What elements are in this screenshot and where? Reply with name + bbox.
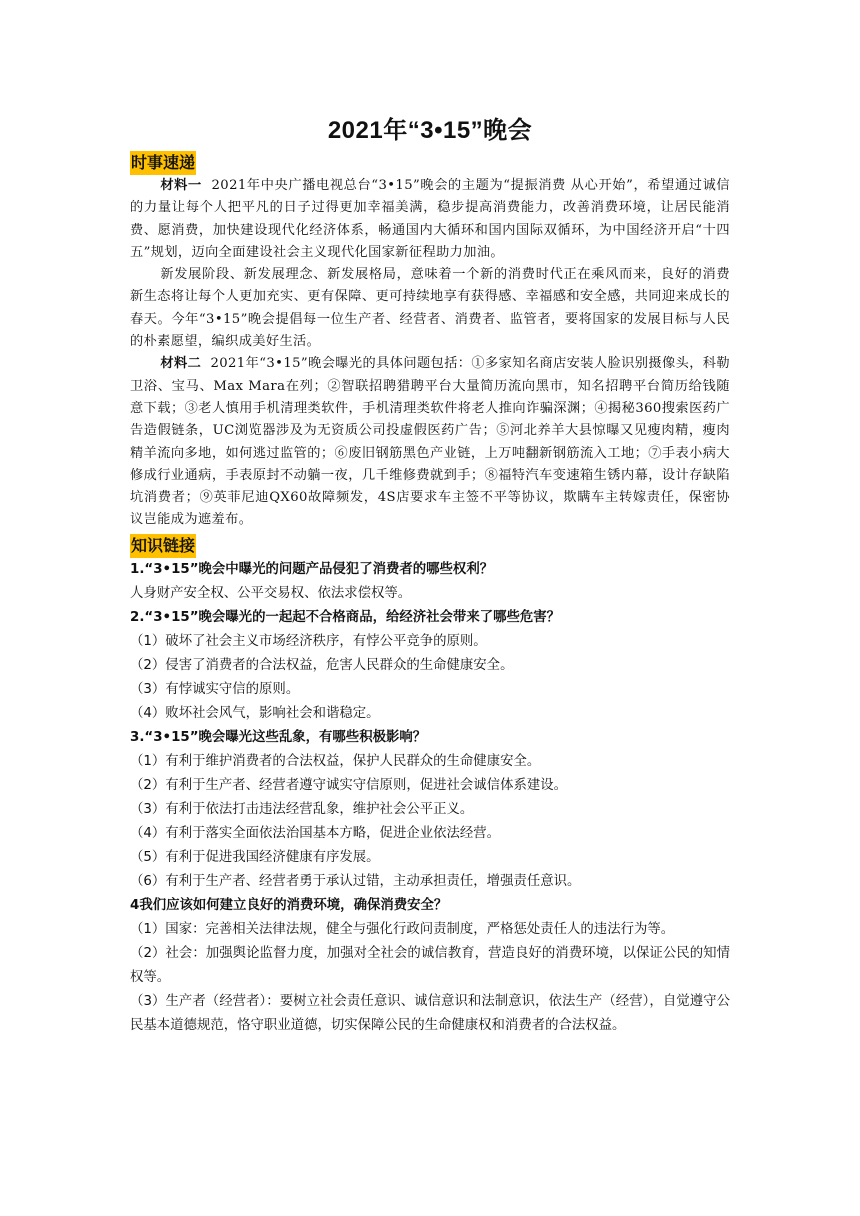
question-1: 1.“3•15”晚会中曝光的问题产品侵犯了消费者的哪些权利？	[130, 561, 494, 577]
section-heading-news: 时事速递	[130, 151, 196, 175]
question-4: 4我们应该如何建立良好的消费环境，确保消费安全？	[130, 897, 448, 913]
answer-3-6: （6）有利于生产者、经营者勇于承认过错，主动承担责任，增强责任意识。	[130, 873, 581, 889]
section-news	[130, 151, 730, 175]
material-2-paragraph	[130, 353, 730, 531]
question-2: 2.“3•15”晚会曝光的一起起不合格商品，给经济社会带来了哪些危害？	[130, 609, 561, 625]
material-1-paragraph-2: 新发展阶段、新发展理念、新发展格局，意味着一个新的消费时代正在乘风而来，良好的消费新生态将让每个人更加充实、更有保障、更可持续地享有获得感、幸福感和安全感，共同迎来成长的春天。今年“3•15”晚会提倡每一位生产者、经营者、消费者、监管者，要将国家的发展目标与人民的朴素愿望，编织成美好生活。	[130, 267, 730, 350]
answer-3-5: （5）有利于促进我国经济健康有序发展。	[130, 849, 380, 865]
question-3: 3.“3•15”晚会曝光这些乱象，有哪些积极影响？	[130, 729, 427, 745]
answer-4-3: （3）生产者（经营者）：要树立社会责任意识、诚信意识和法制意识，依法生产（经营），自觉遵守公民基本道德规范，恪守职业道德，切实保障公民的生命健康权和消费者的合法权益。	[130, 993, 730, 1033]
answer-3-2: （2）有利于生产者、经营者遵守诚实守信原则，促进社会诚信体系建设。	[130, 777, 568, 793]
answer-3-1: （1）有利于维护消费者的合法权益，保护人民群众的生命健康安全。	[130, 753, 541, 769]
section-heading-knowledge: 知识链接	[130, 534, 196, 558]
answer-2-1: （1）破坏了社会主义市场经济秩序，有悖公平竞争的原则。	[130, 633, 487, 649]
material-1-paragraph	[130, 175, 730, 264]
answer-3-3: （3）有利于依法打击违法经营乱象，维护社会公平正义。	[130, 801, 474, 817]
material-2-text: 2021年“3•15”晚会曝光的具体问题包括：①多家知名商店安装人脸识别摄像头，科勒卫浴、宝马、Max Mara在列；②智联招聘猎聘平台大量简历流向黑市，知名招聘平台简历给钱随意下载；③老人慎用手机清理类软件，手机清理类软件将老人推向诈骗深渊；④揭秘360搜索医药广告造假链条，UC浏览器涉及为无资质公司投虚假医药广告；⑤河北养羊大县惊曝又见瘦肉精，瘦肉精羊流向多地，如何逃过监管的；⑥废旧钢筋黑色产业链，上万吨翻新钢筋流入工地；⑦手表小病大修成行业通病，手表原封不动躺一夜，几千维修费就到手；⑧福特汽车变速箱生锈内幕，设计存缺陷坑消费者；⑨英菲尼迪QX60故障频发，4S店要求车主签不平等协议，欺瞒车主转嫁责任，保密协议岂能成为遮羞布。	[130, 356, 731, 528]
material-2-label: 材料二	[160, 356, 202, 372]
material-1-text: 2021年中央广播电视总台“3•15”晚会的主题为“提振消费 从心开始”，希望通过诚信的力量让每个人把平凡的日子过得更加幸福美满，稳步提高消费能力，改善消费环境，让居民能消费、愿消费，加快建设现代化经济体系，畅通国内大循环和国内国际双循环，为中国经济开启“十四五”规划，迈向全面建设社会主义现代化国家新征程助力加油。	[130, 178, 731, 260]
material-1-label: 材料一	[160, 178, 202, 193]
answer-2-2: （2）侵害了消费者的合法权益，危害人民群众的生命健康安全。	[130, 657, 514, 673]
answer-4-2: （2）社会：加强舆论监督力度，加强对全社会的诚信教育，营造良好的消费环境，以保证公民的知情权等。	[130, 945, 730, 985]
document-body	[130, 110, 730, 1038]
answer-2-4: （4）败坏社会风气，影响社会和谐稳定。	[130, 705, 380, 721]
answer-1-1: 人身财产安全权、公平交易权、依法求偿权等。	[130, 585, 412, 601]
answer-3-4: （4）有利于落实全面依法治国基本方略，促进企业依法经营。	[130, 825, 501, 841]
answer-4-1: （1）国家：完善相关法律法规，健全与强化行政问责制度，严格惩处责任人的违法行为等。	[130, 921, 675, 937]
answer-2-3: （3）有悖诚实守信的原则。	[130, 681, 300, 697]
section-knowledge	[130, 534, 730, 558]
page-title: 2021年“3•15”晚会	[327, 117, 533, 144]
